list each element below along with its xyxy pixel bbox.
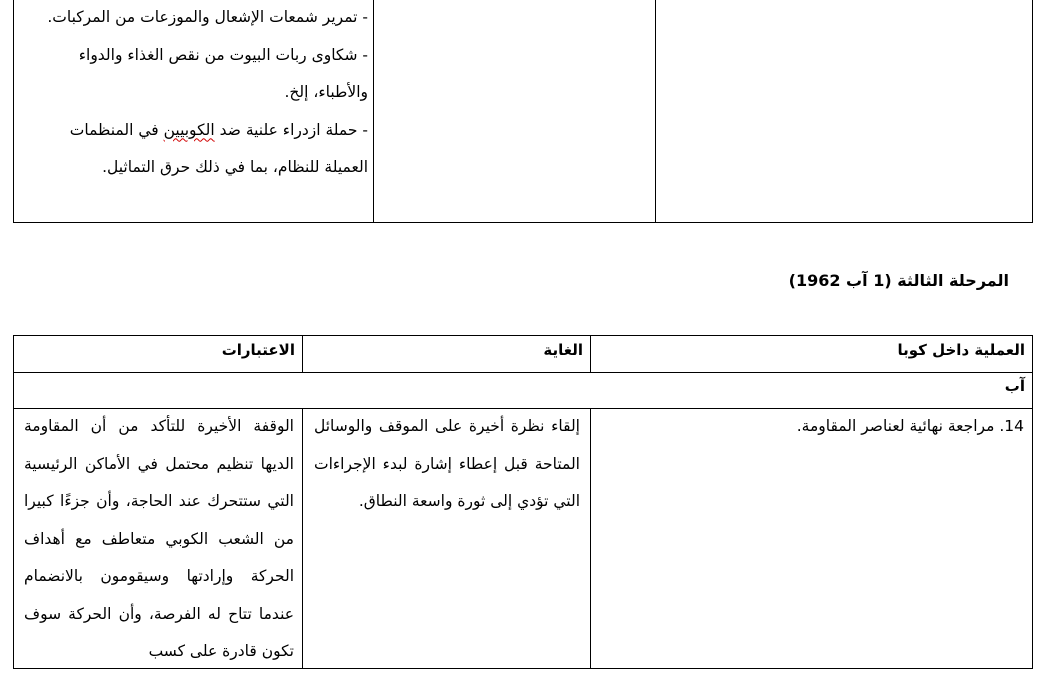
continuation-table (13, 0, 1033, 223)
actions-list-cell (14, 0, 373, 187)
goal-cell (302, 408, 590, 668)
header-considerations: الاعتبارات (221, 341, 295, 359)
operation-text: 14. مراجعة نهائية لعناصر المقاومة. (796, 417, 1024, 435)
column-divider (373, 0, 374, 222)
list-line: العميلة للنظام، بما في ذلك حرق التماثيل. (102, 158, 368, 176)
operation-cell (590, 408, 1032, 668)
list-line: والأطباء، إلخ. (284, 83, 368, 101)
phase-table (13, 335, 1033, 669)
header-operation: العملية داخل كوبا (897, 341, 1025, 359)
goal-text: إلقاء نظرة أخيرة على الموقف والوسائل المتاحة قبل إعطاء إشارة لبدء الإجراءات التي تؤدي إلى ثورة واسعة النطاق. (314, 417, 580, 510)
list-line-with-squiggle (18, 112, 368, 150)
header-goal: الغاية (543, 341, 583, 359)
month-row: آب (1004, 377, 1025, 395)
list-line-text: - حملة ازدراء علنية ضد الكوبيين في المنظمات (69, 120, 368, 139)
column-divider (655, 0, 656, 222)
list-line: - تمرير شمعات الإشعال والموزعات من المركبات. (47, 8, 368, 26)
phase-heading: المرحلة الثالثة (1 آب 1962) (788, 271, 1009, 290)
list-line: - شكاوى ربات البيوت من نقص الغذاء والدواء (78, 45, 368, 64)
considerations-cell (14, 408, 302, 668)
considerations-text: الوقفة الأخيرة للتأكد من أن المقاومة الديها تنظيم محتمل في الأماكن الرئيسية التي ستتحرك عند الحاجة، وأن جزءًا كبيرا من الشعب الكوبي متعاطف مع أهداف الحركة وإرادتها وسيقومون بالانضمام عندما تتاح له الفرصة، وأن الحركة سوف تكون قادرة على كسب (24, 417, 294, 660)
spellcheck-word: الكوبيين (163, 120, 215, 139)
